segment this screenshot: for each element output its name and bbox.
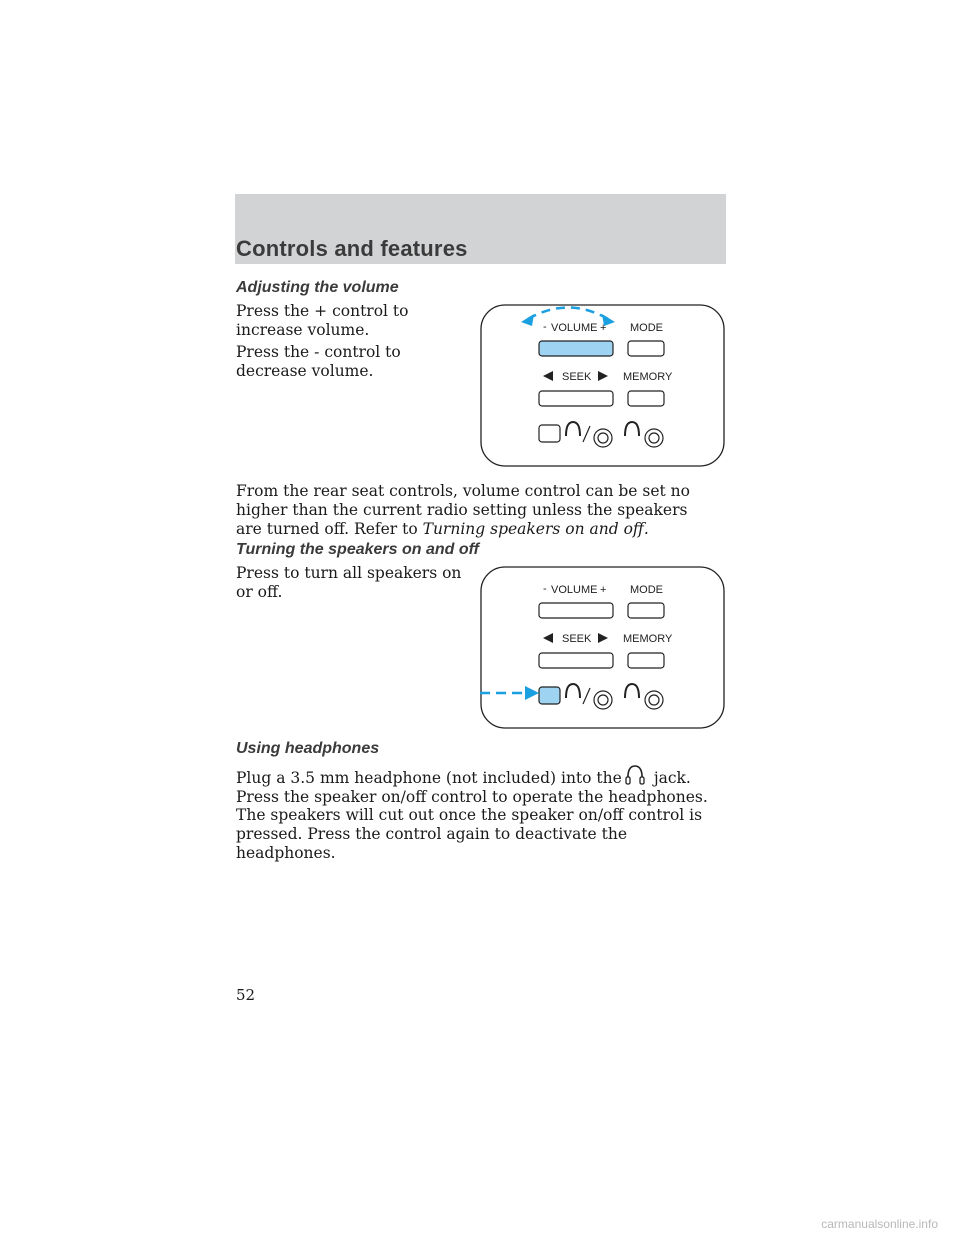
paragraph-increase-volume: Press the + control to increase volume. <box>236 302 409 339</box>
page-number: 52 <box>236 986 256 1004</box>
mode-button[interactable] <box>628 341 664 356</box>
seek-button[interactable] <box>539 653 613 668</box>
paragraph-headphone-jack <box>236 763 726 807</box>
speaker-toggle-button[interactable] <box>539 425 560 442</box>
mode-label: MODE <box>630 322 663 334</box>
watermark: carmanualsonline.info <box>821 1217 938 1231</box>
memory-label: MEMORY <box>623 633 673 645</box>
volume-minus-label: - <box>543 321 547 333</box>
memory-button[interactable] <box>628 391 664 406</box>
seek-label: SEEK <box>562 633 592 645</box>
pointer-arrow <box>478 682 542 702</box>
volume-label: VOLUME <box>551 584 598 596</box>
rear-seat-text: From the rear seat controls, volume control can be set no higher than the current radio setting unless the speakers are turned off. Refer to <box>236 482 690 538</box>
mode-button[interactable] <box>628 603 664 618</box>
volume-button[interactable] <box>539 603 613 618</box>
seek-label: SEEK <box>562 371 592 383</box>
headphone-icon <box>624 763 646 787</box>
rear-control-panel-volume <box>480 304 726 468</box>
heading-speakers-on-off: Turning the speakers on and off <box>236 541 479 558</box>
paragraph-decrease-volume: Press the - control to decrease volume. <box>236 343 401 380</box>
heading-adjusting-volume: Adjusting the volume <box>236 279 399 296</box>
volume-plus-label: + <box>600 322 607 334</box>
page-title: Controls and features <box>236 236 468 261</box>
paragraph-speakers-toggle: Press to turn all speakers on or off. <box>236 564 462 601</box>
heading-using-headphones: Using headphones <box>236 740 380 757</box>
memory-button[interactable] <box>628 653 664 668</box>
headphone-text-start: Plug a 3.5 mm headphone (not included) into the <box>236 769 622 787</box>
volume-label: VOLUME <box>551 322 598 334</box>
rear-control-panel-speakers <box>480 566 726 730</box>
memory-label: MEMORY <box>623 371 673 383</box>
paragraph-rear-seat-volume <box>236 482 716 539</box>
speaker-toggle-button[interactable] <box>539 687 560 704</box>
arrow-head-icon <box>525 686 539 700</box>
seek-button[interactable] <box>539 391 613 406</box>
volume-button[interactable] <box>539 341 613 356</box>
volume-plus-label: + <box>600 584 607 596</box>
cross-reference: Turning speakers on and off. <box>422 520 649 538</box>
volume-minus-label: - <box>543 583 547 595</box>
mode-label: MODE <box>630 584 663 596</box>
headphone-text-end: jack. Press the speaker on/off control to operate the headphones. <box>236 769 708 806</box>
paragraph-speakers-cut-out: The speakers will cut out once the speaker on/off control is pressed. Press the control again to deactivate the headphones. <box>236 806 703 862</box>
